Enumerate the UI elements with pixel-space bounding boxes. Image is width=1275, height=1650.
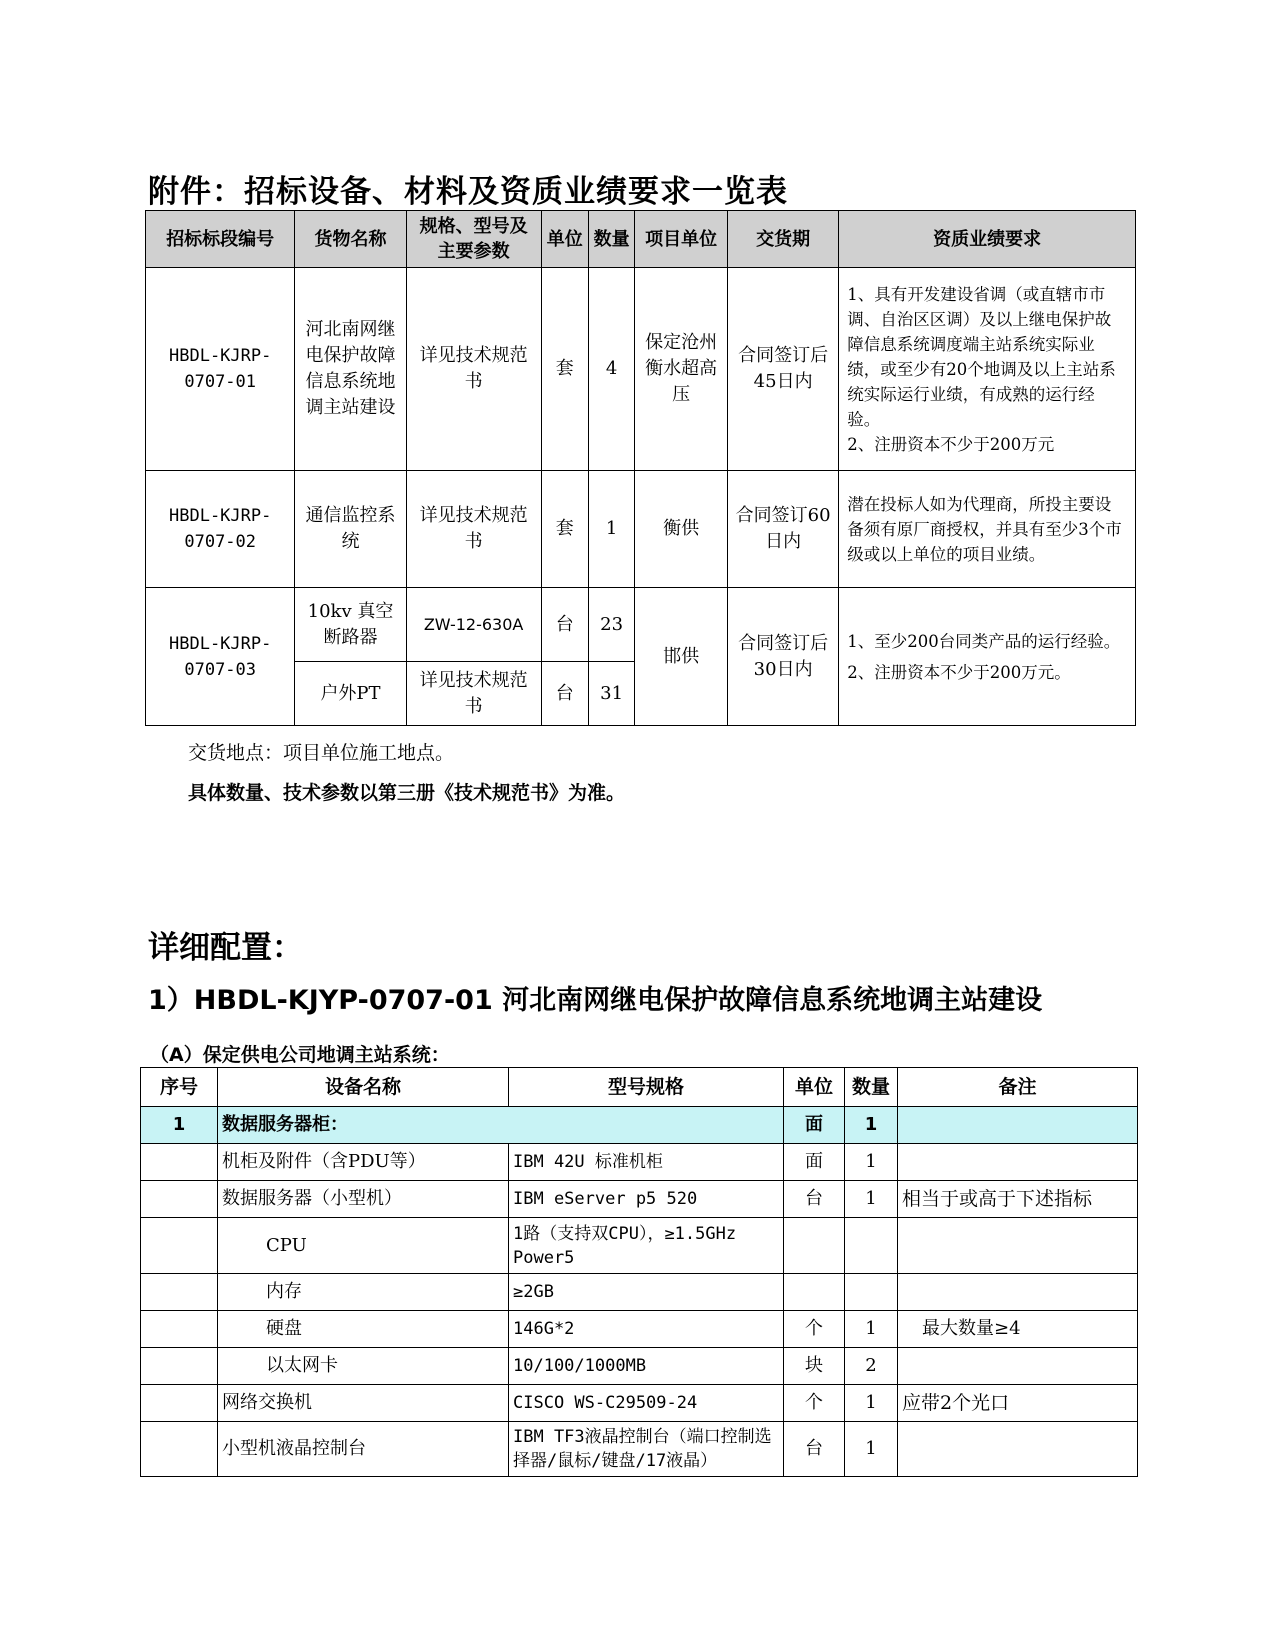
requirements [839,268,1136,471]
remark [898,1107,1138,1144]
device-name: 数据服务器（小型机） [218,1181,509,1218]
quantity: 1 [845,1107,898,1144]
header-cell: 单位 [541,211,588,268]
model-spec: CISCO WS-C29509-24 [509,1385,784,1422]
spec: 详见技术规范书 [406,268,541,471]
header-cell: 设备名称 [218,1068,509,1107]
unit: 台 [784,1181,845,1218]
remark: 相当于或高于下述指标 [898,1181,1138,1218]
quantity: 1 [845,1385,898,1422]
row-number [141,1274,218,1311]
unit: 个 [784,1311,845,1348]
table-header-row [141,1068,1138,1107]
device-name: 机柜及附件（含PDU等） [218,1144,509,1181]
quantity: 1 [588,471,634,588]
remark [898,1218,1138,1274]
table-row [141,1385,1138,1422]
table-row [141,1348,1138,1385]
table-row [141,1422,1138,1477]
device-name: 数据服务器柜： [218,1107,784,1144]
spec: 详见技术规范书 [406,471,541,588]
row-number [141,1144,218,1181]
remark: 应带2个光口 [898,1385,1138,1422]
unit: 台 [541,662,588,726]
project-unit: 邯供 [635,588,728,726]
quantity [845,1274,898,1311]
delivery-location-note: 交货地点：项目单位施工地点。 [188,742,455,764]
quantity: 1 [845,1311,898,1348]
goods-name: 河北南网继电保护故障信息系统地调主站建设 [295,268,406,471]
unit: 块 [784,1348,845,1385]
model-spec: 146G*2 [509,1311,784,1348]
header-cell: 数量 [588,211,634,268]
remark [898,1348,1138,1385]
requirement-2: 2、注册资本不少于200万元。 [847,662,1071,682]
remark [898,1274,1138,1311]
remark: 最大数量≥4 [898,1311,1138,1348]
device-name: CPU [218,1218,509,1274]
project-unit: 衡供 [635,471,728,588]
quantity: 1 [845,1144,898,1181]
model-spec: ≥2GB [509,1274,784,1311]
section-title: 详细配置： [148,930,303,966]
table-row [146,471,1136,588]
table-row [141,1218,1138,1274]
model-spec: 1路（支持双CPU），≥1.5GHz Power5 [509,1218,784,1274]
table-row [141,1311,1138,1348]
table-row [141,1181,1138,1218]
row-number [141,1218,218,1274]
device-name: 硬盘 [218,1311,509,1348]
row-number [141,1311,218,1348]
table-row [146,588,1136,662]
header-cell: 规格、型号及主要参数 [406,211,541,268]
table-row [141,1274,1138,1311]
row-number [141,1422,218,1477]
quantity [845,1218,898,1274]
quantity: 2 [845,1348,898,1385]
unit: 套 [541,471,588,588]
goods-name: 通信监控系统 [295,471,406,588]
requirement-1: 1、具有开发建设省调（或直辖市市调、自治区区调）及以上继电保护故障信息系统调度端主站系统实际业绩，或至少有20个地调及以上主站系统实际运行业绩，有成熟的运行经验。 [847,284,1116,429]
delivery: 合同签订后45日内 [728,268,839,471]
header-cell: 项目单位 [635,211,728,268]
header-cell: 资质业绩要求 [839,211,1136,268]
requirements [839,471,1136,588]
header-cell: 数量 [845,1068,898,1107]
device-name: 内存 [218,1274,509,1311]
row-number: 1 [141,1107,218,1144]
unit: 套 [541,268,588,471]
unit [784,1274,845,1311]
unit: 台 [784,1422,845,1477]
requirements [839,588,1136,726]
spec-reference-note: 具体数量、技术参数以第三册《技术规范书》为准。 [188,782,626,804]
remark [898,1144,1138,1181]
project-unit: 保定沧州衡水超高压 [635,268,728,471]
model-spec: IBM 42U 标准机柜 [509,1144,784,1181]
header-cell: 货物名称 [295,211,406,268]
header-cell: 型号规格 [509,1068,784,1107]
item-title: 1）HBDL-KJYP-0707-01 河北南网继电保护故障信息系统地调主站建设 [148,985,1043,1016]
table-row [146,268,1136,471]
lot-code: HBDL-KJRP-0707-02 [146,471,295,588]
quantity: 31 [588,662,634,726]
subsection-title: （A）保定供电公司地调主站系统： [150,1044,450,1066]
configuration-table [140,1067,1138,1477]
model-spec: IBM TF3液晶控制台（端口控制选择器/鼠标/键盘/17液晶） [509,1422,784,1477]
header-cell: 序号 [141,1068,218,1107]
quantity: 1 [845,1422,898,1477]
spec: ZW-12-630A [406,588,541,662]
model-spec: IBM eServer p5 520 [509,1181,784,1218]
lot-code: HBDL-KJRP-0707-03 [146,588,295,726]
model-spec: 10/100/1000MB [509,1348,784,1385]
page-title: 附件：招标设备、材料及资质业绩要求一览表 [148,174,788,210]
requirement-1: 1、至少200台同类产品的运行经验。 [847,631,1121,651]
remark [898,1422,1138,1477]
table-header-row [146,211,1136,268]
requirement-1: 潜在投标人如为代理商，所投主要设备须有原厂商授权，并具有至少3个市级或以上单位的项目业绩。 [847,494,1122,564]
quantity: 1 [845,1181,898,1218]
unit: 面 [784,1107,845,1144]
row-number [141,1348,218,1385]
unit: 面 [784,1144,845,1181]
tender-table [145,210,1136,726]
row-number [141,1385,218,1422]
delivery: 合同签订后30日内 [728,588,839,726]
quantity: 4 [588,268,634,471]
goods-name: 10kv 真空断路器 [295,588,406,662]
header-cell: 备注 [898,1068,1138,1107]
row-number [141,1181,218,1218]
lot-code: HBDL-KJRP-0707-01 [146,268,295,471]
header-cell: 招标标段编号 [146,211,295,268]
device-name: 网络交换机 [218,1385,509,1422]
table-row [141,1107,1138,1144]
goods-name: 户外PT [295,662,406,726]
quantity: 23 [588,588,634,662]
header-cell: 交货期 [728,211,839,268]
spec: 详见技术规范书 [406,662,541,726]
delivery: 合同签订60日内 [728,471,839,588]
table-row [141,1144,1138,1181]
device-name: 小型机液晶控制台 [218,1422,509,1477]
requirement-2: 2、注册资本不少于200万元 [847,434,1055,454]
header-cell: 单位 [784,1068,845,1107]
unit: 台 [541,588,588,662]
unit [784,1218,845,1274]
unit: 个 [784,1385,845,1422]
device-name: 以太网卡 [218,1348,509,1385]
